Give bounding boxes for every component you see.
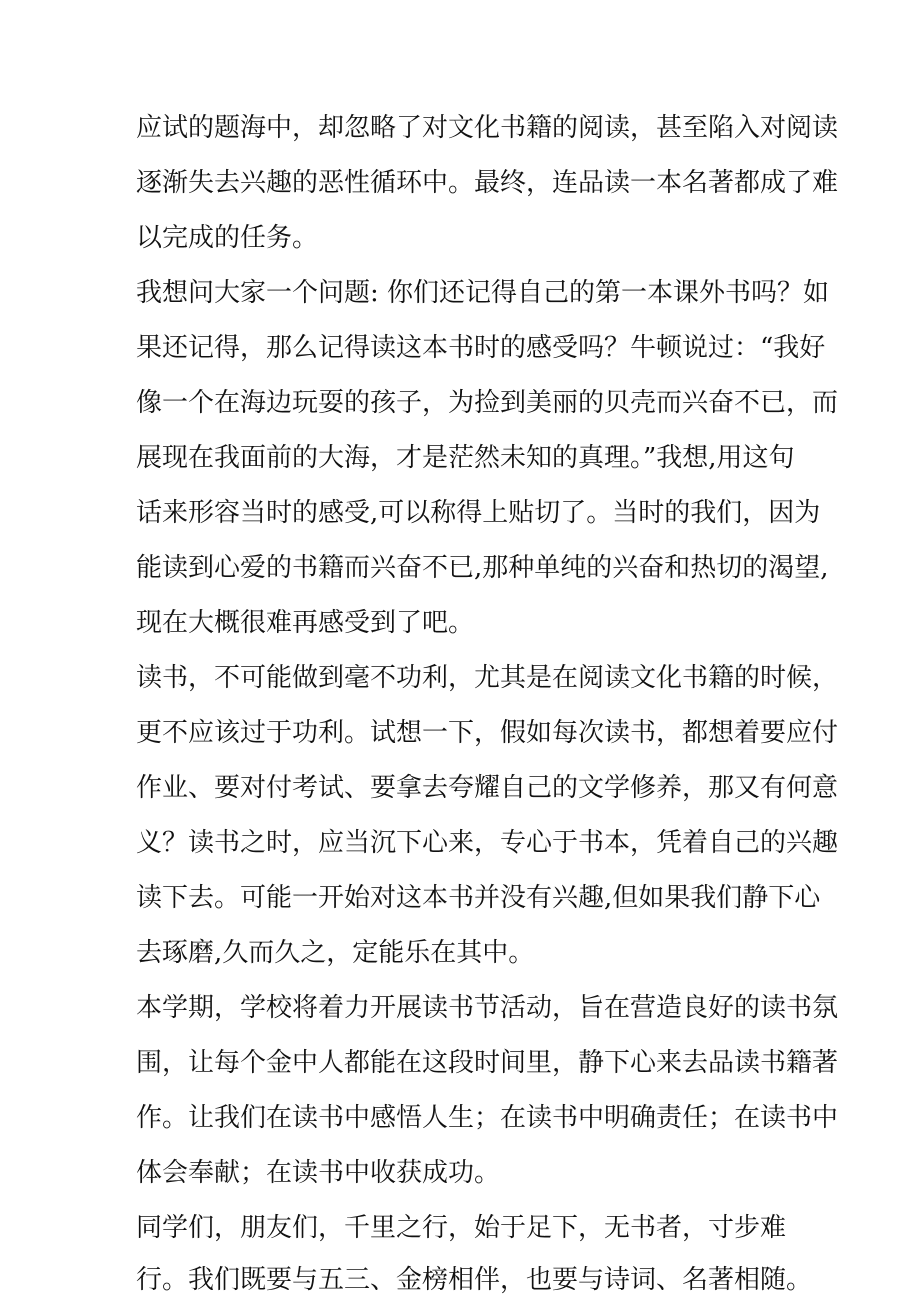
text-line: 读书，不可能做到毫不功利，尤其是在阅读文化书籍的时候， xyxy=(136,663,839,693)
text-line: 展现在我面前的大海，才是茫然未知的真理。”我想,用这句 xyxy=(136,443,795,473)
text-line: 同学们，朋友们，千里之行，始于足下，无书者，寸步难 xyxy=(136,1213,787,1243)
text-line: 应试的题海中，却忽略了对文化书籍的阅读，甚至陷入对阅读 xyxy=(136,113,839,143)
text-line: 义？读书之时，应当沉下心来，专心于书本，凭着自己的兴趣 xyxy=(136,828,839,858)
text-line: 逐渐失去兴趣的恶性循环中。最终，连品读一本名著都成了难 xyxy=(136,168,839,198)
text-line: 果还记得，那么记得读这本书时的感受吗？牛顿说过：“我好 xyxy=(136,333,826,363)
text-line: 体会奉献；在读书中收获成功。 xyxy=(136,1158,501,1188)
text-line: 像一个在海边玩耍的孩子，为捡到美丽的贝壳而兴奋不已，而 xyxy=(136,388,839,418)
text-line: 读下去。可能一开始对这本书并没有兴趣,但如果我们静下心 xyxy=(136,883,821,913)
text-line: 以完成的任务。 xyxy=(136,223,319,253)
text-line: 去琢磨,久而久之，定能乐在其中。 xyxy=(136,938,535,968)
text-line: 话来形容当时的感受,可以称得上贴切了。当时的我们，因为 xyxy=(136,498,821,528)
text-line: 我想问大家一个问题: 你们还记得自己的第一本课外书吗？如 xyxy=(136,278,830,308)
text-line: 作业、要对付考试、要拿去夸耀自己的文学修养，那又有何意 xyxy=(136,773,839,803)
text-line: 能读到心爱的书籍而兴奋不已,那种单纯的兴奋和热切的渴望, xyxy=(136,553,829,583)
text-line: 本学期，学校将着力开展读书节活动，旨在营造良好的读书氛 xyxy=(136,993,839,1023)
text-line: 围，让每个金中人都能在这段时间里，静下心来去品读书籍著 xyxy=(136,1048,839,1078)
text-line: 现在大概很难再感受到了吧。 xyxy=(136,608,475,638)
text-line: 作。让我们在读书中感悟人生；在读书中明确责任；在读书中 xyxy=(136,1103,839,1133)
text-line: 行。我们既要与五三、金榜相伴，也要与诗词、名著相随。 xyxy=(136,1265,813,1295)
text-line: 更不应该过于功利。试想一下，假如每次读书，都想着要应付 xyxy=(136,718,839,748)
